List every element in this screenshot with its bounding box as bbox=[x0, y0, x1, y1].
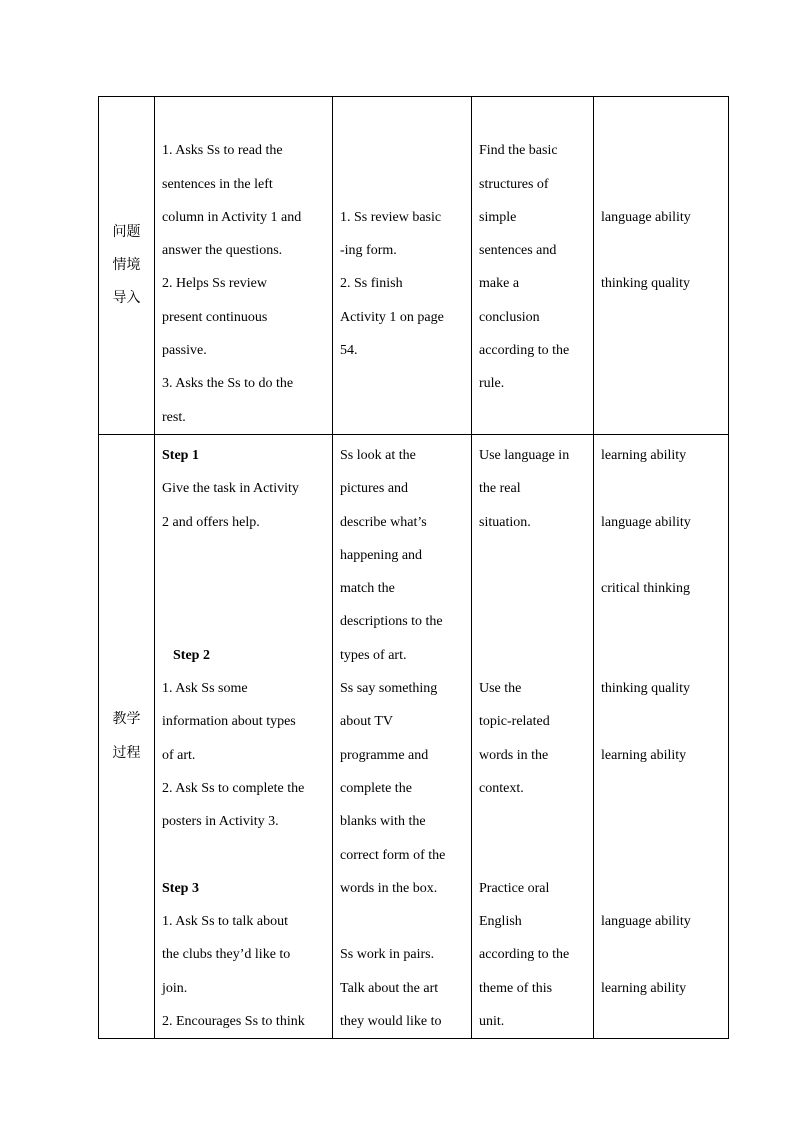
cell-line: context. bbox=[479, 780, 524, 796]
cell-line bbox=[601, 134, 722, 167]
cell-line bbox=[340, 168, 465, 201]
stage-label-cell bbox=[99, 97, 155, 435]
cell-line bbox=[601, 872, 722, 905]
cell-line: join. bbox=[162, 980, 188, 996]
design-intention-cell bbox=[472, 97, 594, 435]
stage-label-line: 情境 bbox=[112, 256, 141, 273]
cell-line: Find the basic bbox=[479, 143, 558, 159]
cell-line: the clubs they’d like to bbox=[162, 947, 291, 963]
cell-line: 1. Ask Ss to talk about bbox=[162, 914, 289, 930]
cell-line: thinking quality bbox=[601, 681, 691, 697]
competency-cell bbox=[594, 434, 729, 1038]
cell-line bbox=[162, 539, 326, 572]
cell-line bbox=[479, 101, 587, 134]
stage-label-cell bbox=[99, 434, 155, 1038]
cell-line bbox=[340, 134, 465, 167]
cell-line: Ss say something bbox=[340, 681, 438, 697]
cell-line: -ing form. bbox=[340, 243, 397, 259]
cell-line bbox=[601, 839, 722, 872]
cell-line: Ss look at the bbox=[340, 447, 416, 463]
cell-line: according to the bbox=[479, 947, 570, 963]
cell-line: Activity 1 on page bbox=[340, 309, 444, 325]
cell-line: programme and bbox=[340, 747, 429, 763]
cell-line: learning ability bbox=[601, 980, 687, 996]
cell-line: conclusion bbox=[479, 309, 540, 325]
cell-line: simple bbox=[479, 209, 517, 225]
competency-cell bbox=[594, 97, 729, 435]
cell-line: 2 and offers help. bbox=[162, 514, 260, 530]
cell-line: topic-related bbox=[479, 714, 550, 730]
cell-line: column in Activity 1 and bbox=[162, 209, 302, 225]
cell-line bbox=[162, 572, 326, 605]
cell-line: Step 3 bbox=[162, 880, 199, 896]
cell-line: 2. Ss finish bbox=[340, 276, 403, 292]
cell-line: complete the bbox=[340, 780, 412, 796]
cell-line bbox=[479, 639, 587, 672]
cell-line bbox=[479, 539, 587, 572]
cell-line bbox=[601, 101, 722, 134]
cell-line: 2. Encourages Ss to think bbox=[162, 1014, 305, 1030]
cell-line bbox=[601, 539, 722, 572]
teacher-activity-cell bbox=[155, 97, 333, 435]
cell-line bbox=[479, 605, 587, 638]
cell-line: the real bbox=[479, 481, 521, 497]
cell-line: Step 2 bbox=[173, 647, 210, 663]
design-intention-cell bbox=[472, 434, 594, 1038]
cell-line: match the bbox=[340, 581, 395, 597]
cell-line: Practice oral bbox=[479, 880, 550, 896]
cell-line: present continuous bbox=[162, 309, 268, 325]
cell-line: they would like to bbox=[340, 1014, 442, 1030]
cell-line: sentences in the left bbox=[162, 176, 273, 192]
cell-line: of art. bbox=[162, 747, 196, 763]
cell-line bbox=[601, 772, 722, 805]
cell-line: about TV bbox=[340, 714, 394, 730]
cell-line bbox=[479, 839, 587, 872]
cell-line: according to the bbox=[479, 343, 570, 359]
cell-line: Use the bbox=[479, 681, 522, 697]
cell-line: learning ability bbox=[601, 747, 687, 763]
cell-line: words in the bbox=[479, 747, 549, 763]
cell-line: 3. Asks the Ss to do the bbox=[162, 376, 294, 392]
cell-line bbox=[479, 805, 587, 838]
cell-line: Use language in bbox=[479, 447, 570, 463]
cell-line: information about types bbox=[162, 714, 296, 730]
stage-label-line: 教学 bbox=[112, 711, 141, 728]
cell-line: happening and bbox=[340, 547, 423, 563]
cell-line: 54. bbox=[340, 343, 358, 359]
cell-line bbox=[601, 938, 722, 971]
cell-line: answer the questions. bbox=[162, 243, 283, 259]
cell-line: 1. Ss review basic bbox=[340, 209, 442, 225]
cell-line bbox=[601, 234, 722, 267]
cell-line: structures of bbox=[479, 176, 549, 192]
cell-line: 1. Ask Ss some bbox=[162, 681, 248, 697]
cell-line bbox=[601, 605, 722, 638]
cell-line: pictures and bbox=[340, 481, 409, 497]
cell-line: sentences and bbox=[479, 243, 557, 259]
cell-line: 1. Asks Ss to read the bbox=[162, 143, 283, 159]
lesson-plan-table bbox=[98, 96, 729, 1039]
cell-line: passive. bbox=[162, 343, 207, 359]
cell-line: language ability bbox=[601, 514, 691, 530]
cell-line: theme of this bbox=[479, 980, 553, 996]
cell-line: English bbox=[479, 914, 522, 930]
cell-line: make a bbox=[479, 276, 520, 292]
cell-line bbox=[601, 805, 722, 838]
teacher-activity-cell bbox=[155, 434, 333, 1038]
table-row bbox=[99, 434, 729, 1038]
table-row bbox=[99, 97, 729, 435]
cell-line: learning ability bbox=[601, 447, 687, 463]
cell-line: language ability bbox=[601, 914, 691, 930]
cell-line: posters in Activity 3. bbox=[162, 814, 279, 830]
stage-label-line: 过程 bbox=[112, 744, 141, 761]
cell-line bbox=[601, 1005, 722, 1038]
cell-line: Give the task in Activity bbox=[162, 481, 299, 497]
cell-line: thinking quality bbox=[601, 276, 691, 292]
cell-line: 2. Helps Ss review bbox=[162, 276, 267, 292]
cell-line: 2. Ask Ss to complete the bbox=[162, 780, 305, 796]
cell-line: critical thinking bbox=[601, 581, 691, 597]
cell-line: correct form of the bbox=[340, 847, 446, 863]
cell-line bbox=[601, 705, 722, 738]
cell-line bbox=[340, 905, 465, 938]
cell-line: unit. bbox=[479, 1014, 505, 1030]
cell-line bbox=[601, 639, 722, 672]
student-activity-cell bbox=[333, 434, 472, 1038]
cell-line bbox=[340, 101, 465, 134]
cell-line: descriptions to the bbox=[340, 614, 443, 630]
cell-line: language ability bbox=[601, 209, 691, 225]
cell-line: Step 1 bbox=[162, 447, 199, 463]
cell-line: rest. bbox=[162, 409, 186, 425]
cell-line: situation. bbox=[479, 514, 531, 530]
cell-line: types of art. bbox=[340, 647, 407, 663]
student-activity-cell bbox=[333, 97, 472, 435]
cell-line bbox=[601, 472, 722, 505]
cell-line bbox=[162, 839, 326, 872]
cell-line bbox=[162, 101, 326, 134]
cell-line: Ss work in pairs. bbox=[340, 947, 435, 963]
cell-line bbox=[479, 572, 587, 605]
cell-line: describe what’s bbox=[340, 514, 427, 530]
cell-line: words in the box. bbox=[340, 880, 438, 896]
cell-line: Talk about the art bbox=[340, 980, 439, 996]
cell-line: rule. bbox=[479, 376, 505, 392]
stage-label-line: 问题 bbox=[112, 223, 141, 240]
cell-line bbox=[162, 605, 326, 638]
cell-line bbox=[601, 168, 722, 201]
stage-label-line: 导入 bbox=[112, 290, 141, 307]
cell-line: blanks with the bbox=[340, 814, 426, 830]
